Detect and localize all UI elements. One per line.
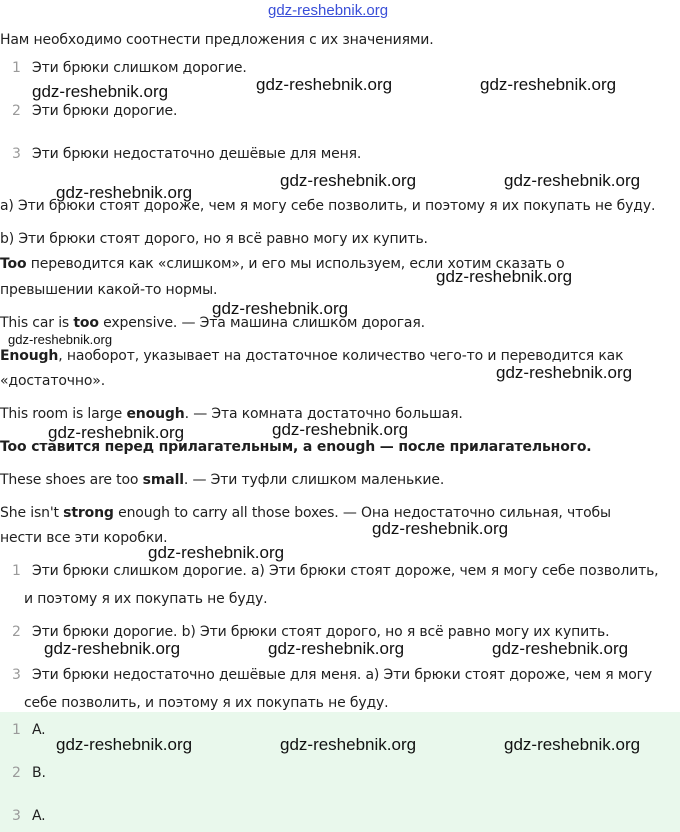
enough-example-bold: enough <box>126 406 185 422</box>
site-link[interactable]: gdz-reshebnik.org <box>268 2 389 19</box>
watermark: gdz-reshebnik.org <box>436 267 573 286</box>
watermark: gdz-reshebnik.org <box>56 735 193 754</box>
watermark: gdz-reshebnik.org <box>504 735 641 754</box>
watermark: gdz-reshebnik.org <box>504 171 641 190</box>
meaning-a: a) Эти брюки стоят дороже, чем я могу себе позволить, и поэтому я их покупать не буду. <box>0 198 656 214</box>
shoes-example-post: . — Эти туфли слишком маленькие. <box>183 472 445 488</box>
sentence-text: Эти брюки дорогие. <box>32 103 178 119</box>
watermark: gdz-reshebnik.org <box>496 363 633 382</box>
shoes-example-bold: small <box>142 472 184 488</box>
too-example-pre: This car is <box>0 315 74 331</box>
watermark: gdz-reshebnik.org <box>56 183 193 202</box>
sentence-number: 2 <box>12 103 21 119</box>
watermark: gdz-reshebnik.org <box>280 735 417 754</box>
rule-text: Too ставится перед прилагательным, а enough — после прилагательного. <box>0 439 592 455</box>
watermark: gdz-reshebnik.org <box>492 639 629 658</box>
strong-example-cont: нести все эти коробки. <box>0 530 168 546</box>
too-explanation-text: переводится как «слишком», и его мы используем, если хотим сказать о <box>26 256 565 272</box>
match-text-cont: себе позволить, и поэтому я их покупать не буду. <box>24 695 389 711</box>
too-term: Too <box>0 256 27 272</box>
strong-example-pre: She isn't <box>0 505 64 521</box>
match-text-cont: и поэтому я их покупать не буду. <box>24 591 268 607</box>
answer-value: B. <box>32 765 46 781</box>
answer-number: 3 <box>12 808 21 824</box>
strong-example <box>0 503 678 523</box>
match-number: 1 <box>12 563 21 579</box>
watermark: gdz-reshebnik.org <box>48 423 185 442</box>
match-text: Эти брюки дорогие. b) Эти брюки стоят дорого, но я всё равно могу их купить. <box>32 624 610 640</box>
match-text: Эти брюки недостаточно дешёвые для меня. a) Эти брюки стоят дороже, чем я могу <box>32 667 653 683</box>
match-number: 3 <box>12 667 21 683</box>
too-example-post: expensive. — Эта машина слишком дорогая. <box>98 315 425 331</box>
intro-text: Нам необходимо соотнести предложения с их значениями. <box>0 32 434 48</box>
enough-explanation-cont: «достаточно». <box>0 373 106 389</box>
enough-explanation-text: , наоборот, указывает на достаточное количество чего-то и переводится как <box>58 348 624 364</box>
strong-example-bold: strong <box>63 505 114 521</box>
watermark: gdz-reshebnik.org <box>256 75 393 94</box>
sentence-number: 1 <box>12 60 21 76</box>
watermark: gdz-reshebnik.org <box>212 299 349 318</box>
strong-example-post: enough to carry all those boxes. — Она недостаточно сильная, чтобы <box>113 505 611 521</box>
watermark: gdz-reshebnik.org <box>280 171 417 190</box>
watermark: gdz-reshebnik.org <box>8 332 113 347</box>
shoes-example-pre: These shoes are too <box>0 472 143 488</box>
answer-value: A. <box>32 808 46 824</box>
watermark: gdz-reshebnik.org <box>32 82 169 101</box>
too-example-bold: too <box>73 315 99 331</box>
answers-panel <box>0 712 680 832</box>
watermark: gdz-reshebnik.org <box>44 639 181 658</box>
sentence-text: Эти брюки недостаточно дешёвые для меня. <box>32 146 362 162</box>
answer-number: 2 <box>12 765 21 781</box>
watermark: gdz-reshebnik.org <box>268 639 405 658</box>
enough-example-pre: This room is large <box>0 406 127 422</box>
sentence-number: 3 <box>12 146 21 162</box>
shoes-example <box>0 470 678 490</box>
watermark: gdz-reshebnik.org <box>480 75 617 94</box>
enough-example-post: . — Эта комната достаточно большая. <box>184 406 463 422</box>
match-number: 2 <box>12 624 21 640</box>
answer-number: 1 <box>12 722 21 738</box>
too-explanation <box>0 254 678 274</box>
sentence-text: Эти брюки слишком дорогие. <box>32 60 247 76</box>
match-text: Эти брюки слишком дорогие. a) Эти брюки стоят дороже, чем я могу себе позволить, <box>32 563 659 579</box>
answer-value: A. <box>32 722 46 738</box>
meaning-b: b) Эти брюки стоят дорого, но я всё равно могу их купить. <box>0 231 428 247</box>
watermark: gdz-reshebnik.org <box>272 420 409 439</box>
watermark: gdz-reshebnik.org <box>372 519 509 538</box>
too-explanation-cont: превышении какой-то нормы. <box>0 282 218 298</box>
enough-term: Enough <box>0 348 59 364</box>
watermark: gdz-reshebnik.org <box>148 543 285 562</box>
